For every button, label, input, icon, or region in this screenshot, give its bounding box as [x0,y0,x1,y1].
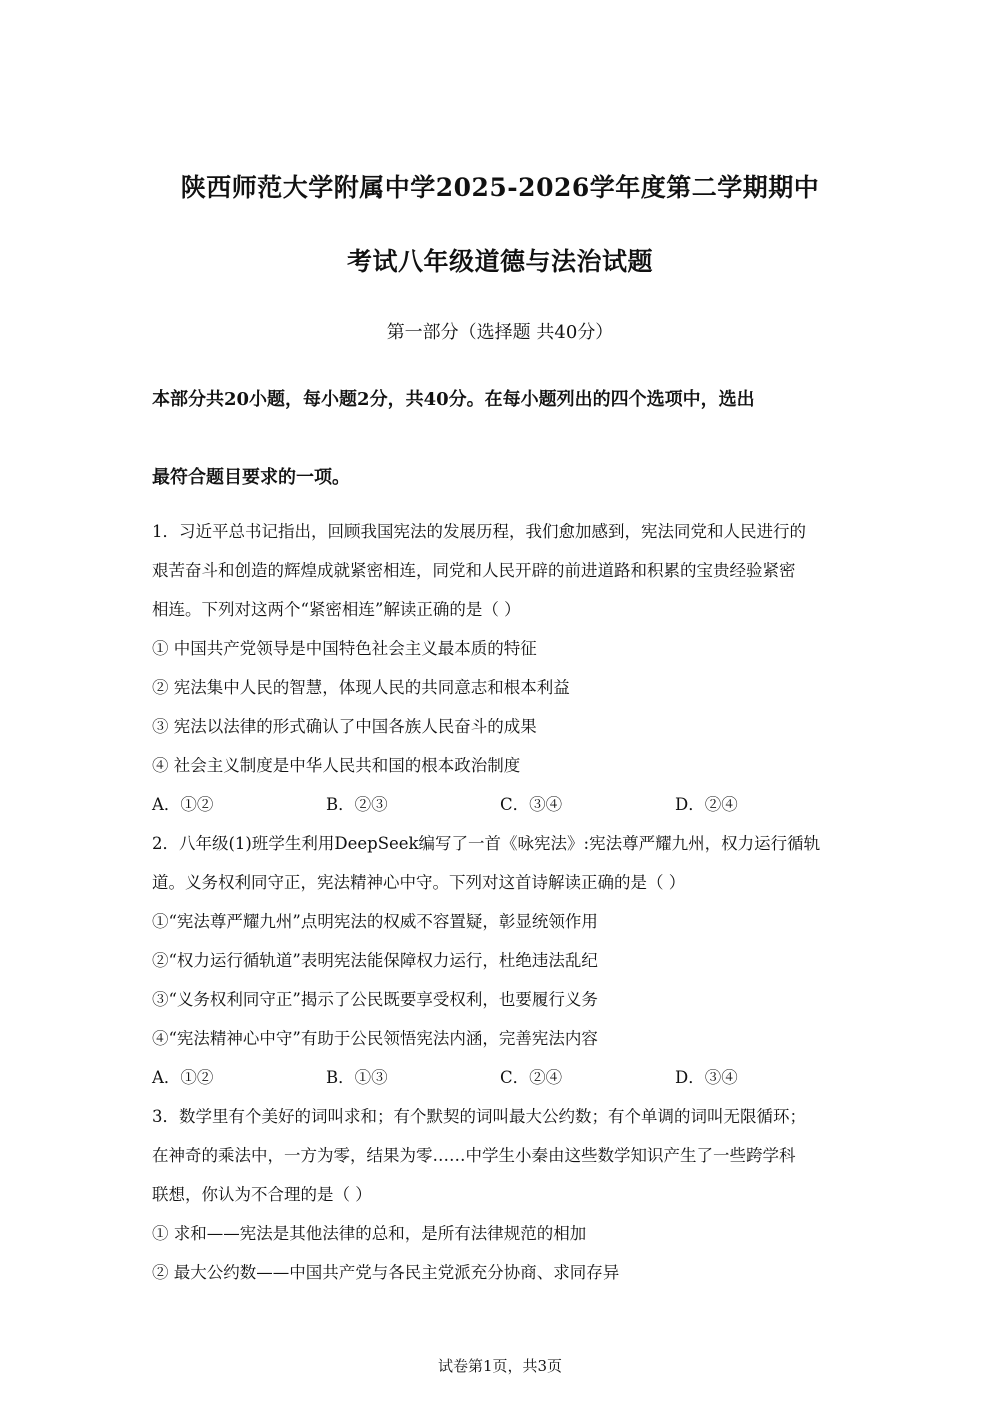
option-c: C．③④ [500,795,563,814]
option-d: D．②④ [675,795,738,814]
statement-item: ① 求和——宪法是其他法律的总和，是所有法律规范的相加 [152,1224,587,1243]
statement-item: ① 中国共产党领导是中国特色社会主义最本质的特征 [152,639,537,658]
statement-item: ③ 宪法以法律的形式确认了中国各族人民奋斗的成果 [152,717,537,736]
instructions-line-1: 本部分共20小题，每小题2分，共40分。在每小题列出的四个选项中，选出 [152,389,755,410]
option-d: D．③④ [675,1068,738,1087]
question-stem-line: 在神奇的乘法中，一方为零，结果为零……中学生小秦由这些数学知识产生了一些跨学科 [152,1146,796,1165]
option-a: A．①② [152,1068,214,1087]
part-heading: 第一部分（选择题 共40分） [386,322,614,343]
statement-item: ② 最大公约数——中国共产党与各民主党派充分协商、求同存异 [152,1263,620,1282]
page-footer: 试卷第1页，共3页 [437,1357,563,1375]
question-stem-line: 艰苦奋斗和创造的辉煌成就紧密相连，同党和人民开辟的前进道路和积累的宝贵经验紧密 [152,561,796,580]
question-stem-line: 3．数学里有个美好的词叫求和；有个默契的词叫最大公约数；有个单调的词叫无限循环； [152,1107,806,1126]
statement-item: ②“权力运行循轨道”表明宪法能保障权力运行，杜绝违法乱纪 [152,951,598,970]
option-b: B．②③ [326,795,388,814]
question-stem-line: 相连。下列对这两个“紧密相连”解读正确的是（ ） [152,600,521,619]
statement-item: ④“宪法精神心中守”有助于公民领悟宪法内涵，完善宪法内容 [152,1029,598,1048]
statement-item: ③“义务权利同守正”揭示了公民既要享受权利，也要履行义务 [152,990,598,1009]
question-stem-line: 联想，你认为不合理的是（ ） [152,1185,372,1204]
question-stem-line: 1．习近平总书记指出，回顾我国宪法的发展历程，我们愈加感到，宪法同党和人民进行的 [152,522,806,541]
instructions-line-2: 最符合题目要求的一项。 [152,467,350,488]
option-a: A．①② [152,795,214,814]
option-b: B．①③ [326,1068,388,1087]
statement-item: ④ 社会主义制度是中华人民共和国的根本政治制度 [152,756,521,775]
question-stem-line: 道。义务权利同守正，宪法精神心中守。下列对这首诗解读正确的是（ ） [152,873,686,892]
statement-item: ①“宪法尊严耀九州”点明宪法的权威不容置疑，彰显统领作用 [152,912,598,931]
exam-title-line-2: 考试八年级道德与法治试题 [346,247,653,276]
question-stem-line: 2．八年级(1)班学生利用DeepSeek编写了一首《咏宪法》:宪法尊严耀九州，权力运行循轨 [152,834,821,853]
statement-item: ② 宪法集中人民的智慧，体现人民的共同意志和根本利益 [152,678,570,697]
exam-title-line-1: 陕西师范大学附属中学2025-2026学年度第二学期期中 [180,173,820,202]
option-c: C．②④ [500,1068,563,1087]
